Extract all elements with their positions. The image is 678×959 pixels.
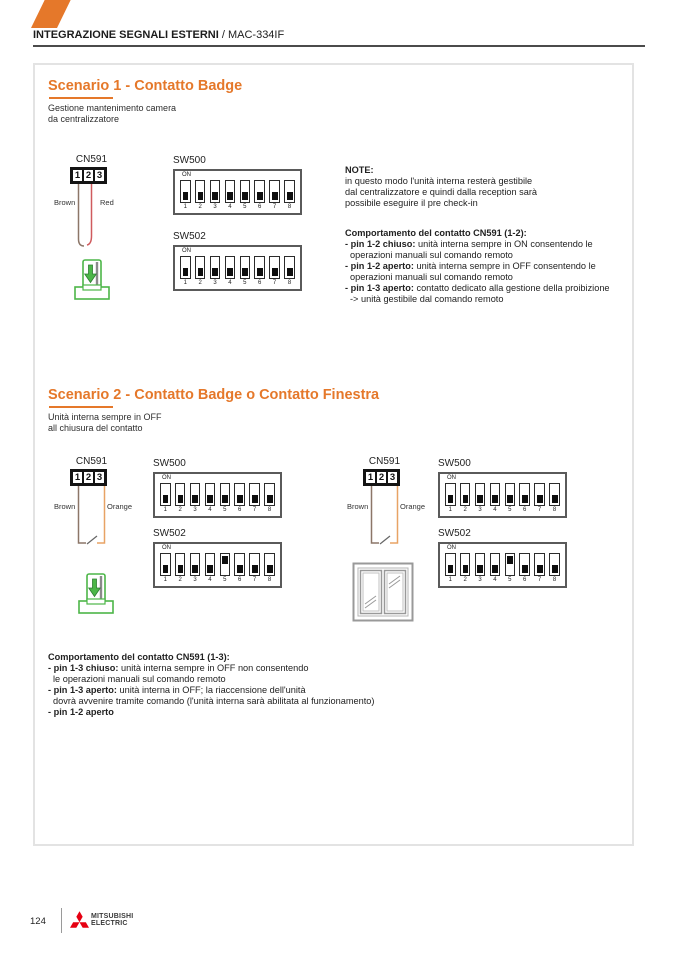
dip-switch-7 (534, 483, 545, 513)
dip-number: 2 (198, 280, 202, 286)
wire-label-brown: Brown (347, 502, 369, 511)
dip-number: 8 (287, 280, 292, 286)
dip-label: SW500 (438, 458, 471, 469)
scenario2-behavior (48, 652, 374, 718)
dip-switch-6 (234, 483, 245, 513)
text-line (345, 176, 537, 187)
dip-switch-7 (249, 483, 260, 513)
dip-body (153, 472, 282, 518)
dip-handle-down (490, 553, 501, 576)
scenario1-sw502 (173, 231, 302, 291)
dip-handle-down (549, 483, 560, 506)
text-line (345, 283, 610, 294)
dip-handle-down (284, 256, 295, 279)
dip-switch-5 (240, 256, 251, 286)
dip-number: 7 (537, 577, 542, 583)
wiring-diagram (70, 486, 113, 552)
dip-switch-7 (534, 553, 545, 583)
dip-handle-down (210, 256, 221, 279)
dip-handle-down (234, 483, 245, 506)
text-line (48, 685, 374, 696)
dip-switch-8 (549, 553, 560, 583)
text-line-regular: dal centralizzatore e quindi dalla reception sarà (345, 187, 538, 197)
dip-number: 7 (272, 280, 277, 286)
content-frame (33, 63, 634, 846)
text-line-regular: unità interna sempre in ON consentendo le (415, 239, 593, 249)
dip-number: 1 (448, 507, 452, 513)
text-line (345, 272, 610, 283)
text-line (48, 696, 374, 707)
dip-handle-down (210, 180, 221, 203)
connector-pin-2: 2 (376, 471, 387, 484)
text-line-regular: possibile eseguire il pre check-in (345, 198, 478, 208)
dip-number: 6 (258, 204, 262, 210)
dip-number: 5 (508, 577, 512, 583)
dip-number: 6 (523, 507, 527, 513)
text-line-regular: operazioni manuali sul comando remoto (350, 272, 513, 282)
text-line-bold: - pin 1-3 aperto: (345, 283, 414, 293)
dip-switch-4 (225, 180, 236, 210)
behavior-lines (48, 663, 374, 718)
dip-number: 3 (193, 577, 197, 583)
dip-switch-1 (180, 256, 191, 286)
dip-number: 3 (478, 507, 482, 513)
text-line-bold: - pin 1-2 aperto (48, 707, 114, 717)
dip-on-label: ON (162, 475, 171, 481)
dip-switch-3 (190, 483, 201, 513)
scenario1-behavior (345, 228, 610, 305)
dip-handle-down (225, 180, 236, 203)
text-line (48, 674, 374, 685)
dip-number: 7 (252, 507, 257, 513)
connector-pin-3: 3 (94, 169, 105, 182)
text-line (345, 239, 610, 250)
dip-handle-down (160, 483, 171, 506)
dip-row (445, 553, 560, 583)
dip-on-label: ON (182, 248, 191, 254)
dip-handle-down (195, 256, 206, 279)
text-line-regular: operazioni manuali sul comando remoto (350, 250, 513, 260)
scenario2-left-connector-cn591 (54, 456, 133, 552)
dip-body (173, 245, 302, 291)
dip-handle-down (490, 483, 501, 506)
dip-number: 8 (552, 577, 557, 583)
dip-body (173, 169, 302, 215)
dip-switch-1 (445, 483, 456, 513)
dip-handle-down (254, 180, 265, 203)
dip-handle-up (505, 553, 516, 576)
dip-handle-down (519, 553, 530, 576)
scenario2-right-sw502 (438, 528, 567, 588)
connector-pin-1: 1 (72, 169, 83, 182)
text-line (345, 187, 537, 198)
dip-handle-down (534, 483, 545, 506)
scenario1-note (345, 165, 537, 209)
dip-handle-down (264, 553, 275, 576)
dip-number: 6 (258, 280, 262, 286)
dip-handle-down (205, 483, 216, 506)
dip-handle-down (240, 180, 251, 203)
scenario2-subtitle (48, 412, 162, 434)
dip-row (160, 483, 275, 513)
dip-number: 2 (178, 507, 182, 513)
dip-switch-3 (190, 553, 201, 583)
connector-label: CN591 (75, 154, 108, 165)
dip-switch-1 (160, 553, 171, 583)
dip-body (438, 542, 567, 588)
dip-switch-4 (490, 483, 501, 513)
dip-number: 8 (287, 204, 292, 210)
page-title-main: INTEGRAZIONE SEGNALI ESTERNI (33, 29, 219, 41)
dip-handle-down (445, 553, 456, 576)
badge-reader-icon (76, 572, 116, 616)
dip-number: 5 (243, 204, 247, 210)
dip-switch-5 (505, 483, 516, 513)
dip-switch-8 (284, 256, 295, 286)
dip-number: 4 (493, 507, 497, 513)
dip-handle-down (475, 553, 486, 576)
mitsubishi-wordmark (91, 913, 133, 927)
connector-pin-1: 1 (72, 471, 83, 484)
dip-number: 4 (208, 577, 212, 583)
text-line-regular: le operazioni manuali sul comando remoto (53, 674, 226, 684)
dip-handle-down (460, 553, 471, 576)
dip-switch-5 (220, 553, 231, 583)
dip-switch-6 (519, 553, 530, 583)
dip-handle-down (160, 553, 171, 576)
dip-switch-2 (175, 553, 186, 583)
dip-number: 7 (272, 204, 277, 210)
wire-label-brown: Brown (54, 198, 76, 207)
scenario2-left-sw500 (153, 458, 282, 518)
dip-handle-down (460, 483, 471, 506)
dip-handle-down (549, 553, 560, 576)
wire-label-red: Red (100, 198, 114, 207)
scenario1-title: Scenario 1 - Contatto Badge (48, 78, 243, 94)
brand-parallelogram-mark (31, 0, 71, 28)
dip-number: 3 (213, 204, 217, 210)
dip-number: 2 (178, 577, 182, 583)
text-line-regular: dovrà avvenire tramite comando (l'unità interna sarà abilitata al funzionamento) (53, 696, 375, 706)
text-line-bold: - pin 1-2 aperto: (345, 261, 414, 271)
dip-number: 2 (463, 507, 467, 513)
connector-pin-3: 3 (387, 471, 398, 484)
dip-handle-down (445, 483, 456, 506)
dip-number: 6 (238, 507, 242, 513)
dip-switch-6 (254, 180, 265, 210)
behavior-lines (345, 239, 610, 305)
behavior-title: Comportamento del contatto CN591 (1-2): (345, 228, 527, 238)
dip-body (438, 472, 567, 518)
dip-switch-2 (460, 553, 471, 583)
page-number: 124 (30, 916, 46, 927)
dip-handle-down (249, 483, 260, 506)
note-title: NOTE: (345, 165, 374, 175)
dip-number: 1 (183, 280, 187, 286)
dip-handle-down (225, 256, 236, 279)
dip-switch-6 (519, 483, 530, 513)
connector-pin-block (70, 469, 107, 486)
text-line (345, 250, 610, 261)
dip-switch-4 (225, 256, 236, 286)
dip-number: 5 (508, 507, 512, 513)
note-lines (345, 176, 537, 209)
dip-switch-1 (160, 483, 171, 513)
dip-switch-2 (195, 256, 206, 286)
scenario1-connector-cn591 (54, 154, 114, 256)
dip-handle-down (195, 180, 206, 203)
dip-switch-3 (210, 180, 221, 210)
text-line-bold: - pin 1-3 chiuso: (48, 663, 119, 673)
scenario2-right-sw500 (438, 458, 567, 518)
scenario1-subtitle-line1: Gestione mantenimento camera (48, 103, 177, 113)
text-line (48, 663, 374, 674)
dip-handle-down (175, 483, 186, 506)
text-line-bold: - pin 1-2 chiuso: (345, 239, 416, 249)
dip-handle-down (180, 256, 191, 279)
dip-number: 1 (448, 577, 452, 583)
wire-label-orange: Orange (107, 502, 133, 511)
dip-switch-3 (475, 483, 486, 513)
text-line (48, 707, 374, 718)
dip-handle-down (205, 553, 216, 576)
connector-pin-1: 1 (365, 471, 376, 484)
dip-number: 2 (198, 204, 202, 210)
scenario2-left-sw502 (153, 528, 282, 588)
wiring-diagram (363, 486, 406, 552)
mitsubishi-wordmark-line1: MITSUBISHI (91, 913, 134, 920)
dip-number: 6 (238, 577, 242, 583)
header-divider (33, 45, 645, 47)
badge-reader-icon (72, 258, 112, 302)
scenario2-right-connector-cn591 (347, 456, 426, 552)
dip-number: 1 (163, 507, 167, 513)
dip-handle-down (249, 553, 260, 576)
dip-number: 3 (193, 507, 197, 513)
dip-switch-2 (175, 483, 186, 513)
dip-switch-4 (205, 483, 216, 513)
dip-body (153, 542, 282, 588)
mitsubishi-wordmark-line2: ELECTRIC (91, 920, 128, 927)
dip-handle-down (190, 483, 201, 506)
dip-number: 4 (493, 577, 497, 583)
dip-label: SW500 (153, 458, 186, 469)
scenario1-sw500 (173, 155, 302, 215)
dip-handle-down (475, 483, 486, 506)
text-line-regular: unità interna sempre in OFF consentendo le (413, 261, 596, 271)
scenario1-subtitle (48, 103, 176, 125)
scenario2-subtitle-line1: Unità interna sempre in OFF (48, 412, 162, 422)
dip-switch-8 (284, 180, 295, 210)
dip-switch-5 (240, 180, 251, 210)
dip-number: 8 (267, 507, 272, 513)
dip-handle-down (220, 483, 231, 506)
page-title (33, 29, 284, 41)
dip-handle-down (284, 180, 295, 203)
dip-switch-8 (264, 483, 275, 513)
footer-divider (61, 908, 62, 933)
dip-switch-1 (445, 553, 456, 583)
connector-pin-block (363, 469, 400, 486)
text-line-regular: unità interna in OFF; la riaccensione dell'unità (116, 685, 306, 695)
scenario2-subtitle-line2: all chiusura del contatto (48, 423, 143, 433)
dip-label: SW502 (438, 528, 471, 539)
connector-pin-3: 3 (94, 471, 105, 484)
text-line (345, 261, 610, 272)
dip-handle-up (220, 553, 231, 576)
dip-switch-5 (220, 483, 231, 513)
wire-label-brown: Brown (54, 502, 76, 511)
dip-row (180, 180, 295, 210)
text-line-bold: - pin 1-3 aperto: (48, 685, 117, 695)
dip-handle-down (264, 483, 275, 506)
scenario2-title-underline (49, 406, 113, 408)
text-line-regular: contatto dedicato alla gestione della proibizione (413, 283, 610, 293)
wire-label-orange: Orange (400, 502, 426, 511)
connector-pin-2: 2 (83, 169, 94, 182)
window-icon (352, 562, 414, 622)
dip-switch-3 (475, 553, 486, 583)
dip-handle-down (534, 553, 545, 576)
dip-switch-7 (249, 553, 260, 583)
dip-handle-down (505, 483, 516, 506)
dip-number: 7 (537, 507, 542, 513)
dip-row (445, 483, 560, 513)
dip-handle-down (269, 256, 280, 279)
page-title-model: / MAC-334IF (218, 29, 285, 41)
dip-switch-4 (205, 553, 216, 583)
dip-label: SW502 (153, 528, 186, 539)
dip-number: 4 (208, 507, 212, 513)
scenario1-subtitle-line2: da centralizzatore (48, 114, 120, 124)
dip-handle-down (254, 256, 265, 279)
dip-number: 5 (223, 507, 227, 513)
dip-switch-7 (269, 256, 280, 286)
dip-switch-8 (549, 483, 560, 513)
dip-on-label: ON (182, 172, 191, 178)
dip-number: 3 (213, 280, 217, 286)
dip-on-label: ON (447, 545, 456, 551)
dip-switch-7 (269, 180, 280, 210)
dip-switch-2 (460, 483, 471, 513)
connector-pin-block (70, 167, 107, 184)
dip-switch-1 (180, 180, 191, 210)
dip-handle-down (519, 483, 530, 506)
connector-pin-2: 2 (83, 471, 94, 484)
dip-number: 8 (267, 577, 272, 583)
dip-number: 5 (223, 577, 227, 583)
dip-handle-down (180, 180, 191, 203)
dip-switch-2 (195, 180, 206, 210)
dip-number: 4 (228, 280, 232, 286)
dip-number: 7 (252, 577, 257, 583)
mitsubishi-logo-icon (70, 911, 89, 928)
dip-number: 1 (183, 204, 187, 210)
dip-handle-down (175, 553, 186, 576)
dip-number: 1 (163, 577, 167, 583)
connector-label: CN591 (75, 456, 108, 467)
dip-number: 3 (478, 577, 482, 583)
text-line (345, 198, 537, 209)
dip-row (160, 553, 275, 583)
dip-number: 5 (243, 280, 247, 286)
dip-switch-6 (254, 256, 265, 286)
dip-number: 4 (228, 204, 232, 210)
dip-number: 6 (523, 577, 527, 583)
dip-switch-4 (490, 553, 501, 583)
text-line-regular: in questo modo l'unità interna resterà gestibile (345, 176, 533, 186)
text-line-regular: -> unità gestibile dal comando remoto (350, 294, 504, 304)
dip-switch-3 (210, 256, 221, 286)
dip-switch-5 (505, 553, 516, 583)
dip-switch-6 (234, 553, 245, 583)
dip-handle-down (269, 180, 280, 203)
dip-label: SW500 (173, 155, 206, 166)
dip-on-label: ON (162, 545, 171, 551)
text-line-regular: unità interna sempre in OFF non consentendo (118, 663, 309, 673)
connector-label: CN591 (368, 456, 401, 467)
dip-handle-down (240, 256, 251, 279)
text-line (345, 294, 610, 305)
dip-label: SW502 (173, 231, 206, 242)
wiring-diagram (70, 184, 113, 256)
dip-switch-8 (264, 553, 275, 583)
dip-handle-down (190, 553, 201, 576)
dip-on-label: ON (447, 475, 456, 481)
behavior-title: Comportamento del contatto CN591 (1-3): (48, 652, 230, 662)
scenario1-title-underline (49, 97, 113, 99)
dip-number: 8 (552, 507, 557, 513)
dip-row (180, 256, 295, 286)
dip-number: 2 (463, 577, 467, 583)
dip-handle-down (234, 553, 245, 576)
scenario2-title: Scenario 2 - Contatto Badge o Contatto Finestra (48, 387, 380, 403)
